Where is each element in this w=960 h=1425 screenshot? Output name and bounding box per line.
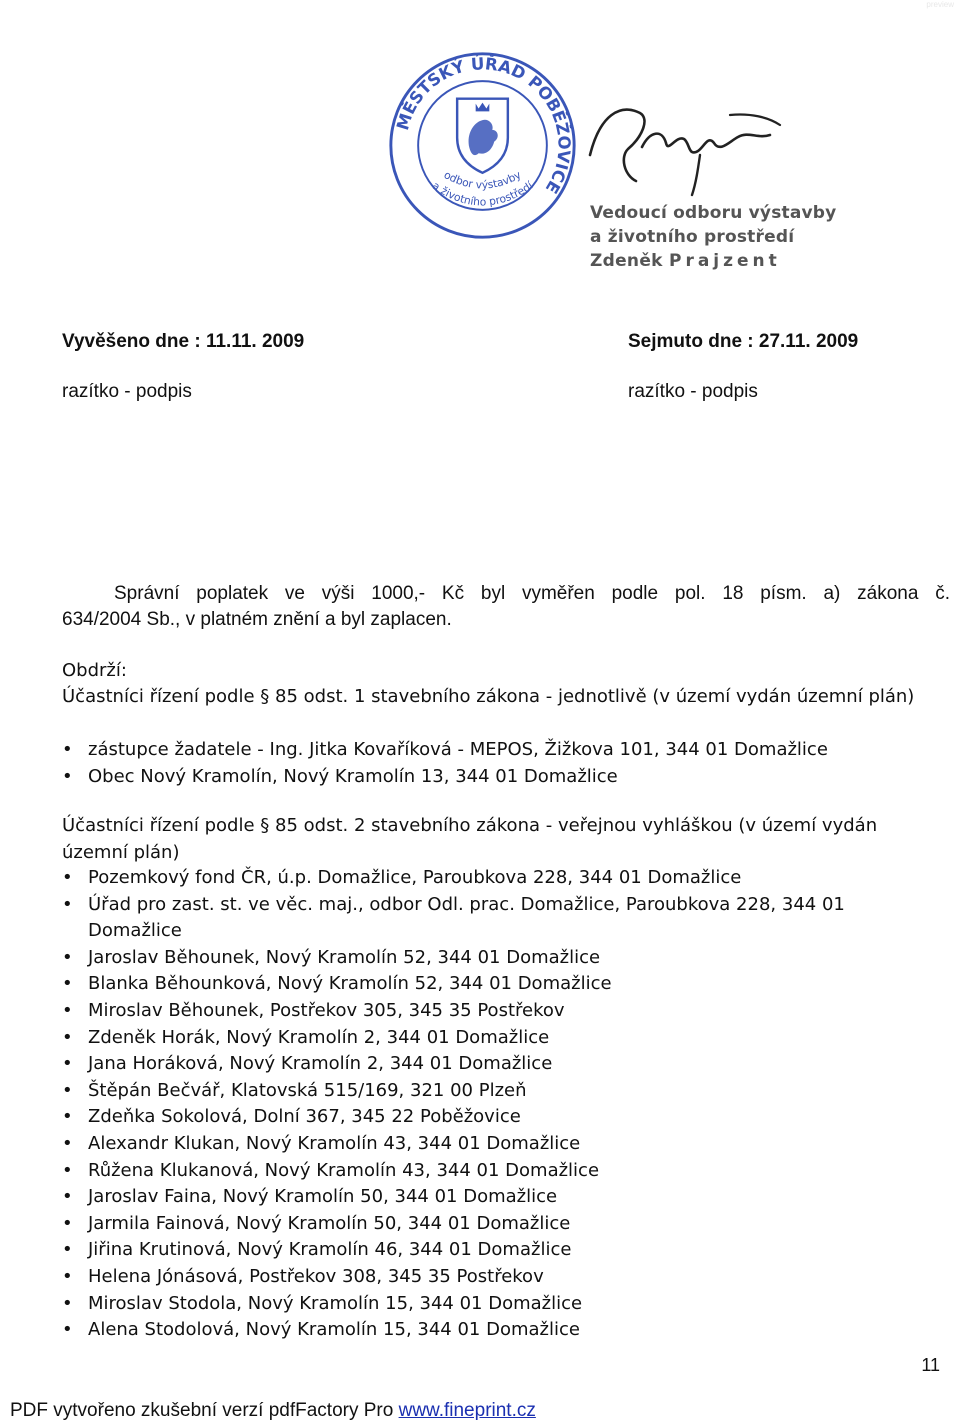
list-item: • Alexandr Klukan, Nový Kramolín 43, 344 01 Domažlice: [62, 1131, 902, 1158]
stamp-signature-label-right: razítko - podpis: [628, 381, 758, 402]
list-item: • Zdeněk Horák, Nový Kramolín 2, 344 01 Domažlice: [62, 1025, 902, 1052]
list-item: • Jaroslav Běhounek, Nový Kramolín 52, 344 01 Domažlice: [62, 945, 902, 972]
list-item: • Růžena Klukanová, Nový Kramolín 43, 344 01 Domažlice: [62, 1158, 902, 1185]
signature-title-line-1: Vedoucí odboru výstavby: [590, 203, 837, 223]
bullet-icon: •: [62, 1212, 73, 1234]
stamp-inner-line-1: odbor výstavby: [441, 168, 524, 192]
bullet-icon: •: [62, 867, 73, 888]
removed-date: Sejmuto dne : 27.11. 2009: [628, 331, 859, 352]
fee-line-2: 634/2004 Sb., v platném znění a byl zaplacen.: [62, 609, 452, 630]
list-item: • Jarmila Fainová, Nový Kramolín 50, 344 01 Domažlice: [62, 1211, 902, 1238]
bullet-icon: •: [62, 1319, 73, 1341]
corner-mark: preview: [926, 0, 954, 9]
bullet-icon: •: [62, 1053, 73, 1075]
stamp-ring-text: MĚSTSKÝ ÚŘAD POBĚŽOVICE: [393, 54, 574, 197]
list-item: • zástupce žadatele - Ing. Jitka Kovaříková - MEPOS, Žižkova 101, 344 01 Domažlice: [62, 737, 957, 764]
official-stamp: [385, 48, 580, 243]
list-item: • Jaroslav Faina, Nový Kramolín 50, 344 01 Domažlice: [62, 1184, 902, 1211]
bullet-icon: •: [62, 1239, 73, 1261]
bullet-icon: •: [62, 999, 73, 1021]
bullet-icon: •: [62, 893, 73, 915]
signature-first-name: Zdeněk: [590, 251, 663, 271]
list-item: • Jana Horáková, Nový Kramolín 2, 344 01 Domažlice: [62, 1051, 902, 1078]
fee-line-1: Správní poplatek ve výši 1000,- Kč byl vyměřen podle pol. 18 písm. a) zákona č.: [114, 583, 950, 604]
signature-title-line-2: a životního prostředí: [590, 227, 795, 247]
signature-surname: Prajzent: [668, 251, 781, 271]
list-item: • Obec Nový Kramolín, Nový Kramolín 13, 344 01 Domažlice: [62, 764, 957, 791]
list-item: • Helena Jónásová, Postřekov 308, 345 35 Postřekov: [62, 1264, 902, 1291]
bullet-icon: •: [62, 1292, 73, 1314]
bullet-icon: •: [62, 739, 73, 760]
bullet-icon: •: [62, 1026, 73, 1048]
bullet-icon: •: [62, 1159, 73, 1181]
bullet-icon: •: [62, 1106, 73, 1128]
list-item: • Jiřina Krutinová, Nový Kramolín 46, 344 01 Domažlice: [62, 1237, 902, 1264]
list-item: • Miroslav Běhounek, Postřekov 305, 345 35 Postřekov: [62, 998, 902, 1025]
group1-list: [62, 737, 957, 790]
bullet-icon: •: [62, 1186, 73, 1208]
bullet-icon: •: [62, 765, 73, 787]
list-item: • Zdeňka Sokolová, Dolní 367, 345 22 Poběžovice: [62, 1104, 902, 1131]
footer-link[interactable]: www.fineprint.cz: [398, 1400, 536, 1421]
page-number: 11: [921, 1355, 940, 1375]
group2-list: [62, 865, 902, 1344]
bullet-icon: •: [62, 1132, 73, 1154]
list-item: • Pozemkový fond ČR, ú.p. Domažlice, Paroubkova 228, 344 01 Domažlice: [62, 865, 902, 892]
group2-title: Účastníci řízení podle § 85 odst. 2 stavebního zákona - veřejnou vyhláškou (v území vydán územní plán): [62, 815, 878, 863]
stamp-signature-label-left: razítko - podpis: [62, 381, 192, 402]
list-item: • Alena Stodolová, Nový Kramolín 15, 344 01 Domažlice: [62, 1317, 902, 1344]
stamp-inner-line-2: a životního prostředí: [429, 178, 536, 209]
group1-title: Účastníci řízení podle § 85 odst. 1 stavebního zákona - jednotlivě (v území vydán územní plán): [62, 686, 915, 707]
bullet-icon: •: [62, 973, 73, 995]
recipients-heading: Obdrží:: [62, 660, 127, 681]
list-item: • Blanka Běhounková, Nový Kramolín 52, 344 01 Domažlice: [62, 971, 902, 998]
signature-name: [590, 251, 781, 271]
list-item: • Úřad pro zast. st. ve věc. maj., odbor Odl. prac. Domažlice, Paroubkova 228, 344 01 Domažlice: [62, 893, 845, 942]
bullet-icon: •: [62, 1265, 73, 1287]
pdf-footer: [10, 1400, 536, 1422]
handwritten-signature: [580, 95, 790, 205]
list-item: • Štěpán Bečvář, Klatovská 515/169, 321 00 Plzeň: [62, 1078, 902, 1105]
list-item: • Miroslav Stodola, Nový Kramolín 15, 344 01 Domažlice: [62, 1291, 902, 1318]
footer-text: PDF vytvořeno zkušební verzí pdfFactory Pro: [10, 1400, 399, 1421]
bullet-icon: •: [62, 1079, 73, 1101]
bullet-icon: •: [62, 946, 73, 968]
posted-date: Vyvěšeno dne : 11.11. 2009: [62, 331, 305, 352]
